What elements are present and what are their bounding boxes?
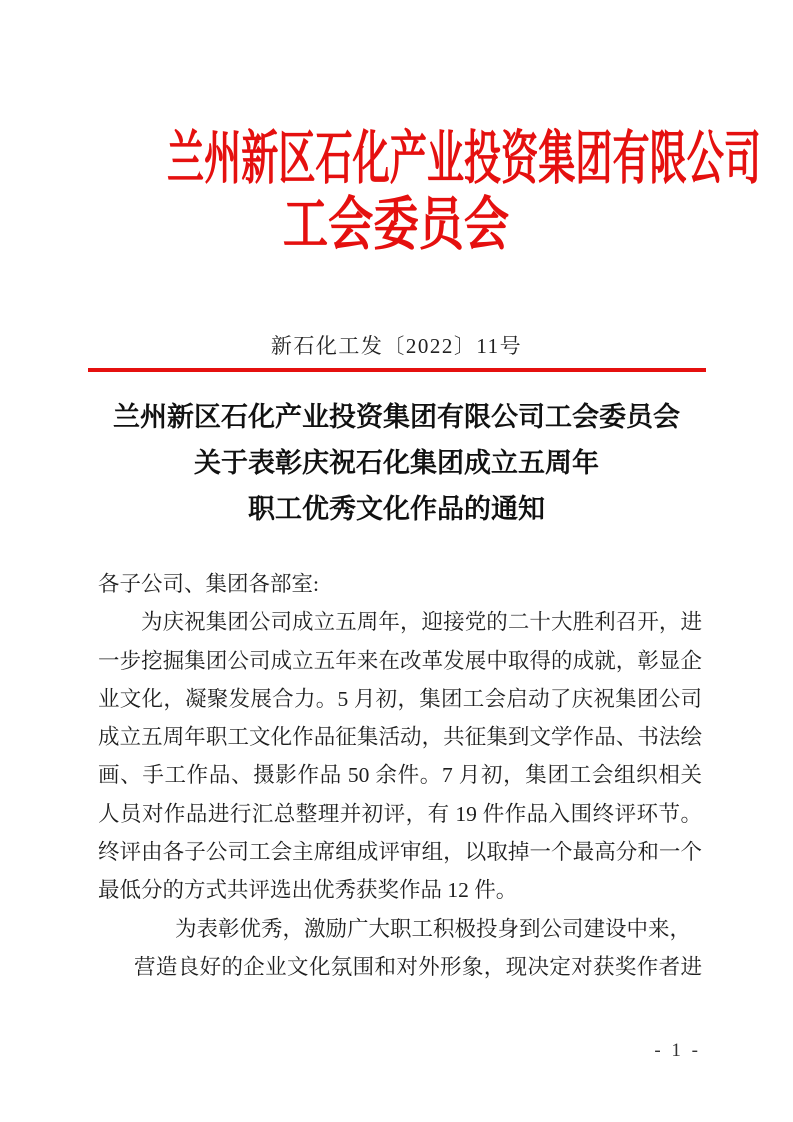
document-title-line-1: 兰州新区石化产业投资集团有限公司工会委员会 [113,402,680,432]
body-line: 一步挖掘集团公司成立五年来在改革发展中取得的成就，彰显企 [98,648,702,673]
body-line: 营造良好的企业文化氛围和对外形象，现决定对获奖作者进 [134,954,702,979]
document-title [0,394,793,532]
page-number: - 1 - [654,1040,701,1061]
document-title-line-3: 职工优秀文化作品的通知 [248,494,545,524]
body-line: 画、手工作品、摄影作品 50 余件。7 月初，集团工会组织相关 [98,763,702,788]
body-salutation: 各子公司、集团各部室: [98,572,319,596]
body-line: 终评由各子公司工会主席组成评审组，以取掉一个最高分和一个 [98,840,702,865]
body-line: 为庆祝集团公司成立五周年，迎接党的二十大胜利召开，进 [141,610,702,635]
letterhead-committee-name: 工会委员会 [283,192,510,257]
body-line: 最低分的方式共评选出优秀获奖作品 12 件。 [98,878,518,903]
body-line: 成立五周年职工文化作品征集活动，共征集到文学作品、书法绘 [98,725,702,750]
body-line: 业文化，凝聚发展合力。5 月初，集团工会启动了庆祝集团公司 [98,686,702,711]
document-number: 新石化工发〔2022〕11号 [270,334,523,358]
body-line: 人员对作品进行汇总整理并初评，有 19 件作品入围终评环节。 [98,801,702,826]
document-body [98,565,702,986]
document-title-line-2: 关于表彰庆祝石化集团成立五周年 [194,448,599,478]
body-line: 为表彰优秀，激励广大职工积极投身到公司建设中来， [175,916,692,941]
letterhead-org-name: 兰州新区石化产业投资集团有限公司 [167,126,761,191]
red-divider-rule [88,368,706,372]
letterhead [0,126,793,258]
